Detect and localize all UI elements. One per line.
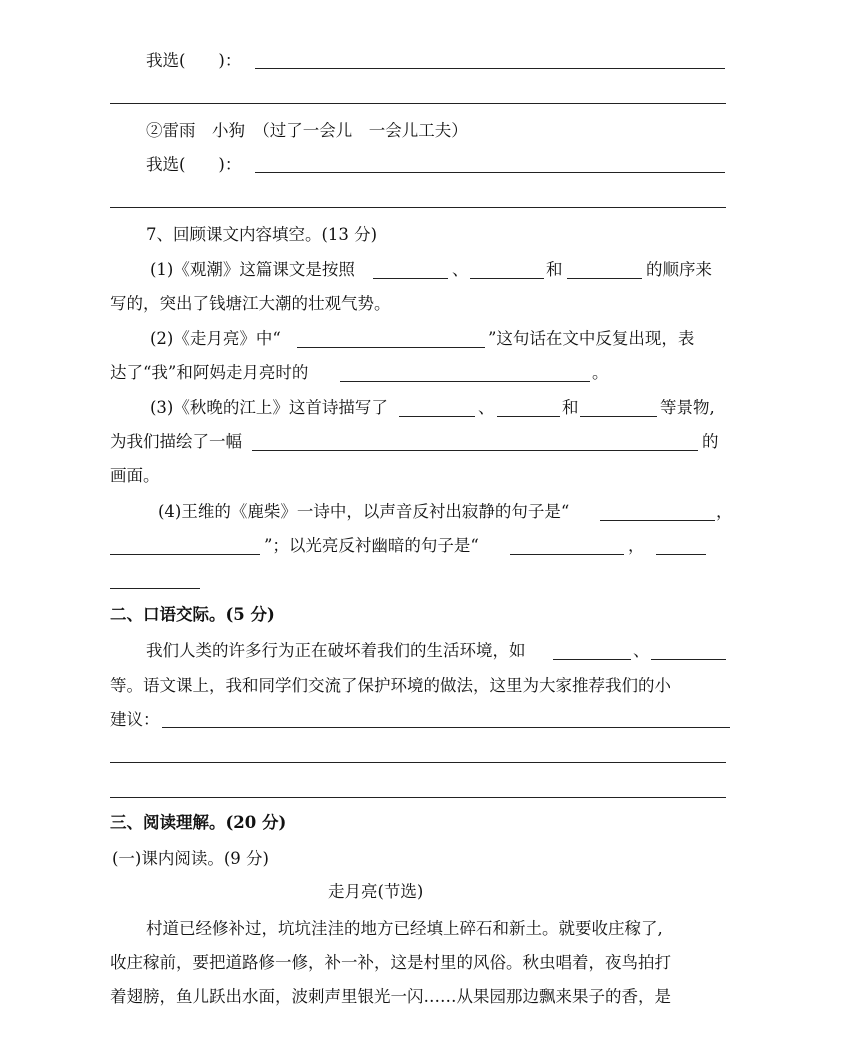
choose-label-a: 我选( )： — [146, 51, 242, 70]
q7-s3-sep1: 、 — [478, 398, 495, 417]
blank-q7-4d[interactable] — [656, 554, 706, 555]
q7-s3-end: 等景物, — [660, 398, 715, 417]
answer-line-q6b[interactable] — [110, 207, 726, 208]
q7-s4-line2-comma: ， — [628, 536, 645, 555]
q7-s2-line2-end: 。 — [592, 363, 609, 382]
q7-s3-line2: 为我们描绘了一幅 — [110, 432, 242, 451]
passage-line-1: 村道已经修补过，坑坑洼洼的地方已经填上碎石和新土。就要收庄稼了, — [146, 919, 663, 938]
part2-line3: 建议： — [110, 710, 160, 729]
answer-line-part2-b[interactable] — [110, 797, 726, 798]
q7-s1-text: (1)《观潮》这篇课文是按照 — [150, 260, 355, 279]
q7-s3-sep2: 和 — [562, 398, 579, 417]
passage-line-2: 收庄稼前，要把道路修一修，补一补，这是村里的风俗。秋虫唱着，夜鸟拍打 — [110, 953, 671, 972]
answer-line-q6a[interactable] — [110, 103, 726, 104]
q7-s2-text: (2)《走月亮》中“ — [150, 329, 281, 348]
answer-line-part2-a[interactable] — [110, 762, 726, 763]
blank-q7-1b[interactable] — [470, 278, 544, 279]
q7-s1-line2: 写的，突出了钱塘江大潮的壮观气势。 — [110, 294, 391, 313]
blank-q7-4a[interactable] — [600, 520, 715, 521]
q7-s2-line2: 达了“我”和阿妈走月亮时的 — [110, 363, 309, 382]
part3-sub-heading: (一)课内阅读。(9 分) — [112, 849, 269, 868]
blank-part2-a[interactable] — [553, 659, 631, 660]
q7-heading: 7、回顾课文内容填空。(13 分) — [146, 225, 378, 244]
part2-line1-sep: 、 — [633, 641, 650, 660]
q7-s1-sep2: 和 — [546, 260, 563, 279]
part2-heading: 二、口语交际。(5 分) — [110, 605, 275, 624]
passage-line-3: 着翅膀，鱼儿跃出水面，波刺声里银光一闪……从果园那边飘来果子的香，是 — [110, 987, 671, 1006]
blank-part2-suggestion[interactable] — [162, 727, 730, 728]
q7-s2-text-b: ”这句话在文中反复出现，表 — [488, 329, 695, 348]
answer-blank-q6b[interactable] — [255, 172, 725, 173]
blank-q7-3b[interactable] — [497, 416, 560, 417]
part2-line1: 我们人类的许多行为正在破坏着我们的生活环境，如 — [146, 641, 526, 660]
blank-q7-4b[interactable] — [110, 554, 260, 555]
blank-q7-4e[interactable] — [110, 588, 200, 589]
blank-q7-4c[interactable] — [510, 554, 624, 555]
q7-s3-line3: 画面。 — [110, 466, 160, 485]
blank-q7-3a[interactable] — [399, 416, 475, 417]
passage-title: 走月亮(节选) — [328, 882, 424, 901]
blank-q7-2b[interactable] — [340, 381, 590, 382]
part3-heading: 三、阅读理解。(20 分) — [110, 813, 287, 832]
q7-s3-line2-end: 的 — [702, 432, 719, 451]
q7-s4-text: (4)王维的《鹿柴》一诗中，以声音反衬出寂静的句子是“ — [158, 502, 570, 521]
blank-q7-3d[interactable] — [252, 450, 698, 451]
q7-s4-line2: ”；以光亮反衬幽暗的句子是“ — [264, 536, 479, 555]
blank-q7-2a[interactable] — [297, 347, 485, 348]
q7-s1-sep1: 、 — [452, 260, 469, 279]
blank-part2-b[interactable] — [651, 659, 726, 660]
blank-q7-1a[interactable] — [373, 278, 448, 279]
blank-q7-1c[interactable] — [567, 278, 642, 279]
q6-item2-text: ②雷雨 小狗 （过了一会儿 一会儿工夫） — [146, 121, 468, 140]
q7-s1-end: 的顺序来 — [646, 260, 712, 279]
answer-blank-q6a[interactable] — [255, 68, 725, 69]
blank-q7-3c[interactable] — [580, 416, 657, 417]
q7-s4-comma: ， — [716, 502, 733, 521]
part2-line2: 等。语文课上，我和同学们交流了保护环境的做法，这里为大家推荐我们的小 — [110, 676, 671, 695]
q7-s3-text: (3)《秋晚的江上》这首诗描写了 — [150, 398, 388, 417]
choose-label-b: 我选( )： — [146, 155, 242, 174]
